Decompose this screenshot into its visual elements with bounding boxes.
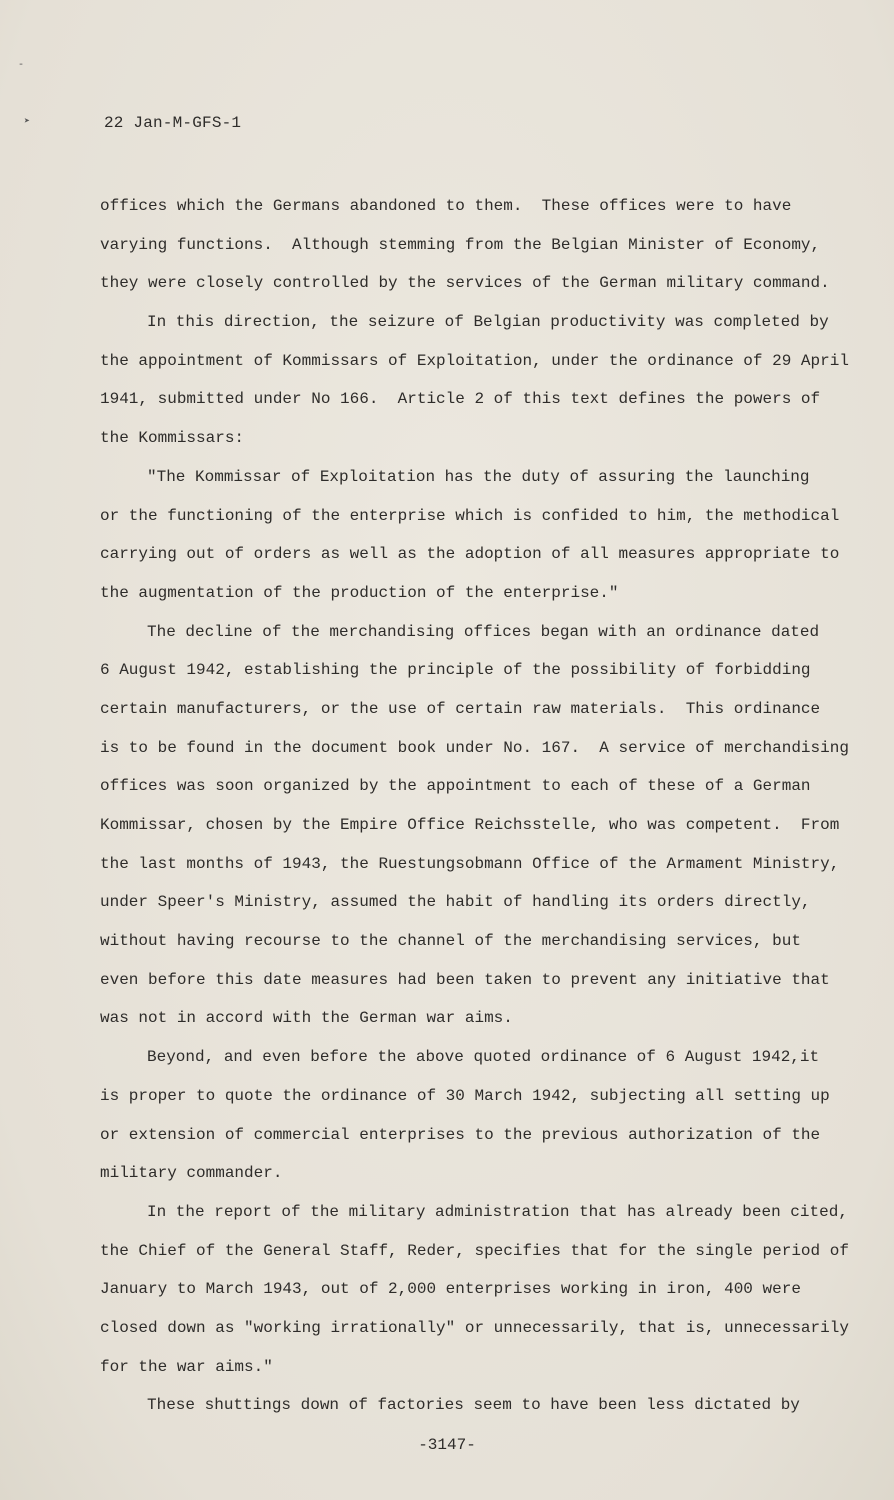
text-line: even before this date measures had been taken to prevent any initiative that bbox=[100, 970, 830, 989]
paragraph bbox=[100, 1038, 870, 1193]
text-line: carrying out of orders as well as the adoption of all measures appropriate to bbox=[100, 545, 840, 564]
text-line: the last months of 1943, the Ruestungsobmann Office of the Armament Ministry, bbox=[100, 854, 840, 873]
text-line: the Kommissars: bbox=[100, 429, 245, 448]
text-line: for the war aims." bbox=[100, 1357, 273, 1376]
paragraph bbox=[100, 458, 870, 613]
text-line: or the functioning of the enterprise which is confided to him, the methodical bbox=[100, 506, 840, 525]
paragraph bbox=[100, 187, 870, 303]
text-line: "The Kommissar of Exploitation has the duty of assuring the launching bbox=[147, 467, 810, 486]
text-line: offices which the Germans abandoned to them. These offices were to have bbox=[100, 197, 792, 215]
text-line: is to be found in the document book under No. 167. A service of merchandising bbox=[100, 738, 849, 757]
text-line: offices was soon organized by the appointment to each of these of a German bbox=[100, 777, 811, 796]
text-line: January to March 1943, out of 2,000 enterprises working in iron, 400 were bbox=[100, 1280, 801, 1299]
text-line: Kommissar, chosen by the Empire Office Reichsstelle, who was competent. From bbox=[100, 816, 840, 834]
paragraph bbox=[100, 613, 870, 1039]
text-line: The decline of the merchandising offices began with an ordinance dated bbox=[147, 622, 820, 641]
margin-mark: - bbox=[18, 60, 25, 71]
text-line: is proper to quote the ordinance of 30 March 1942, subjecting all setting up bbox=[100, 1086, 830, 1105]
text-line: These shuttings down of factories seem to have been less dictated by bbox=[147, 1396, 800, 1415]
text-line: In this direction, the seizure of Belgian productivity was completed by bbox=[147, 313, 829, 332]
text-line: Beyond, and even before the above quoted ordinance of 6 August 1942,it bbox=[147, 1048, 820, 1067]
text-line: they were closely controlled by the services of the German military command. bbox=[100, 274, 830, 293]
text-line: without having recourse to the channel of the merchandising services, but bbox=[100, 932, 801, 951]
text-line: the augmentation of the production of the enterprise." bbox=[100, 583, 619, 602]
document-body bbox=[100, 187, 870, 1425]
text-line: the Chief of the General Staff, Reder, specifies that for the single period of bbox=[100, 1241, 849, 1260]
text-line: 6 August 1942, establishing the principle of the possibility of forbidding bbox=[100, 661, 811, 680]
text-line: 1941, submitted under No 166. Article 2 of this text defines the powers of bbox=[100, 390, 821, 409]
text-line: certain manufacturers, or the use of certain raw materials. This ordinance bbox=[100, 699, 821, 718]
text-line: or extension of commercial enterprises to the previous authorization of the bbox=[100, 1125, 821, 1144]
paragraph bbox=[100, 303, 870, 458]
text-line: In the report of the military administration that has already been cited, bbox=[147, 1202, 848, 1221]
text-line: the appointment of Kommissars of Exploitation, under the ordinance of 29 April bbox=[100, 351, 849, 370]
paragraph bbox=[100, 1386, 870, 1425]
text-line: was not in accord with the German war aims. bbox=[100, 1009, 513, 1028]
text-line: closed down as "working irrationally" or unnecessarily, that is, unnecessarily bbox=[100, 1318, 849, 1337]
text-line: under Speer's Ministry, assumed the habit of handling its orders directly, bbox=[100, 893, 811, 912]
document-reference: 22 Jan-M-GFS-1 bbox=[104, 114, 242, 132]
paragraph bbox=[100, 1193, 870, 1386]
text-line: military commander. bbox=[100, 1164, 283, 1183]
text-line: varying functions. Although stemming from the Belgian Minister of Economy, bbox=[100, 235, 821, 254]
arrow-mark-icon: ➤ bbox=[24, 117, 31, 128]
page-number: -3147- bbox=[418, 1436, 476, 1454]
